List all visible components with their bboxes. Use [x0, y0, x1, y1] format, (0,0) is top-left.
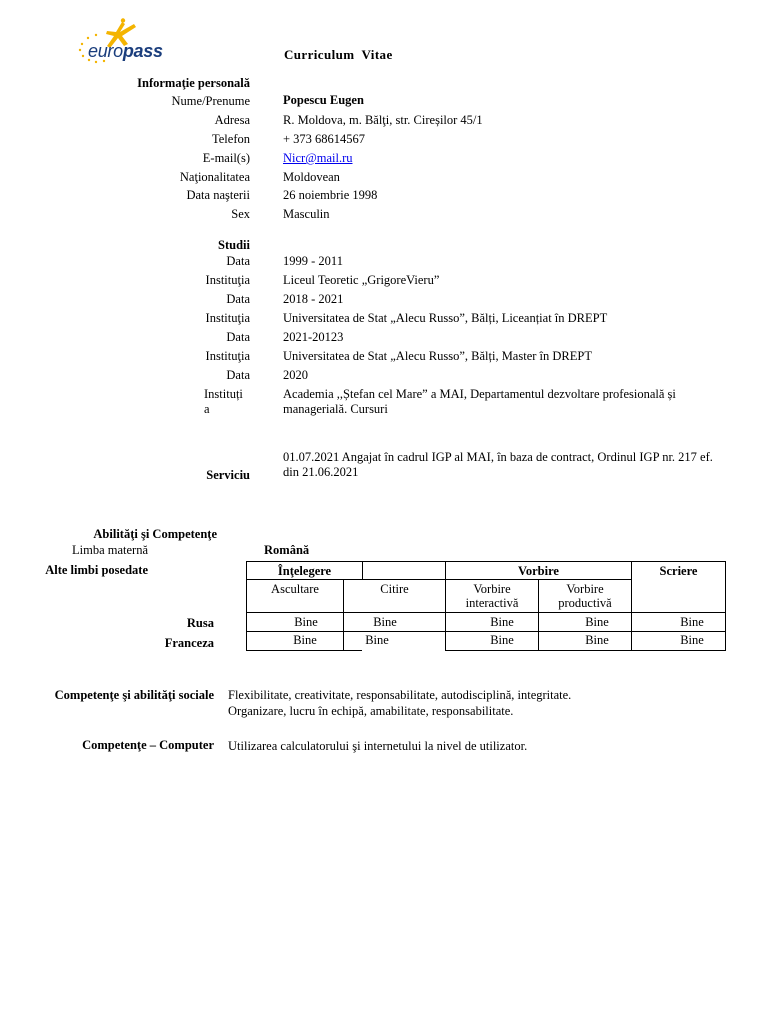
address-value: R. Moldova, m. Bălţi, str. Cireșilor 45/1 — [283, 113, 483, 127]
language-level: Bine — [680, 633, 704, 647]
language-level: Bine — [293, 633, 317, 647]
personal-heading: Informaţie personală — [137, 76, 250, 90]
birthdate-label: Data naşterii — [186, 188, 250, 202]
language-level: Bine — [373, 615, 397, 629]
phone-value: + 373 68614567 — [283, 132, 366, 146]
page-title: Curriculum Vitae — [284, 47, 393, 62]
name-label: Nume/Prenume — [171, 94, 250, 108]
study-date-label: Data — [226, 254, 250, 268]
study-institution-label: Instituţia — [205, 273, 250, 287]
study-date-value: 2020 — [283, 368, 308, 382]
language-name: Franceza — [164, 636, 214, 650]
nationality-value: Moldovean — [283, 170, 340, 184]
service-label: Serviciu — [206, 468, 250, 482]
study-institution-value: Academia ,,Ștefan cel Mare” a MAI, Departamentul dezvoltare profesională și managerială. Cursuri — [283, 387, 676, 416]
study-institution-value: Universitatea de Stat „Alecu Russo”, Bălți, Master în DREPT — [283, 349, 592, 363]
header-understanding: Înţelegere — [277, 564, 332, 578]
study-institution-label: Instituţia — [205, 349, 250, 363]
social-skills-line: Flexibilitate, creativitate, responsabilitate, autodisciplină, integritate. — [228, 688, 572, 702]
name-value: Popescu Eugen — [283, 93, 364, 107]
language-level: Bine — [365, 633, 389, 647]
header-interactive-speaking: Vorbire interactivă — [465, 582, 519, 610]
language-level: Bine — [680, 615, 704, 629]
nationality-label: Naţionalitatea — [179, 170, 250, 184]
email-label: E-mail(s) — [202, 151, 250, 165]
studies-heading: Studii — [218, 238, 250, 252]
header-productive-speaking: Vorbire productivă — [558, 582, 612, 610]
computer-skills-label: Competenţe – Computer — [82, 738, 214, 752]
study-date-value: 1999 - 2011 — [283, 254, 343, 268]
study-institution-label: Instituţia — [205, 311, 250, 325]
phone-label: Telefon — [212, 132, 250, 146]
language-level: Bine — [585, 633, 609, 647]
europass-logo — [76, 18, 176, 66]
language-level: Bine — [585, 615, 609, 629]
email-link[interactable]: Nicr@mail.ru — [283, 151, 353, 165]
birthdate-value: 26 noiembrie 1998 — [283, 188, 378, 202]
skills-heading: Abilităţi şi Competenţe — [93, 527, 217, 541]
study-date-label: Data — [226, 292, 250, 306]
language-level: Bine — [490, 615, 514, 629]
mother-tongue-label: Limba maternă — [71, 543, 148, 557]
header-listening: Ascultare — [271, 582, 319, 596]
study-date-label: Data — [226, 368, 250, 382]
study-date-value: 2018 - 2021 — [283, 292, 344, 306]
computer-skills-value: Utilizarea calculatorului şi internetului la nivel de utilizator. — [228, 739, 528, 753]
language-level: Bine — [294, 615, 318, 629]
social-skills-line: Organizare, lucru în echipă, amabilitate, responsabilitate. — [228, 704, 514, 718]
other-languages-label: Alte limbi posedate — [45, 563, 148, 577]
logo-text: europass — [88, 41, 163, 61]
language-level: Bine — [490, 633, 514, 647]
language-name: Rusa — [186, 616, 214, 630]
study-institution-value: Liceul Teoretic „GrigoreVieru” — [283, 273, 440, 287]
social-skills-label: Competenţe şi abilităţi sociale — [54, 688, 214, 702]
study-date-value: 2021-20123 — [283, 330, 344, 344]
sex-value: Masculin — [283, 207, 330, 221]
header-speaking: Vorbire — [518, 564, 559, 578]
address-label: Adresa — [214, 113, 250, 127]
header-writing: Scriere — [659, 564, 698, 578]
study-institution-value: Universitatea de Stat „Alecu Russo”, Bălți, Liceanțiat în DREPT — [283, 311, 608, 325]
header-reading: Citire — [380, 582, 409, 596]
sex-label: Sex — [231, 207, 250, 221]
mother-tongue-value: Română — [264, 543, 310, 557]
study-date-label: Data — [226, 330, 250, 344]
service-value: 01.07.2021 Angajat în cadrul IGP al MAI, în baza de contract, Ordinul IGP nr. 217 ef. din 21.06.2021 — [283, 450, 713, 479]
study-institution-label: Instituți a — [204, 387, 243, 416]
